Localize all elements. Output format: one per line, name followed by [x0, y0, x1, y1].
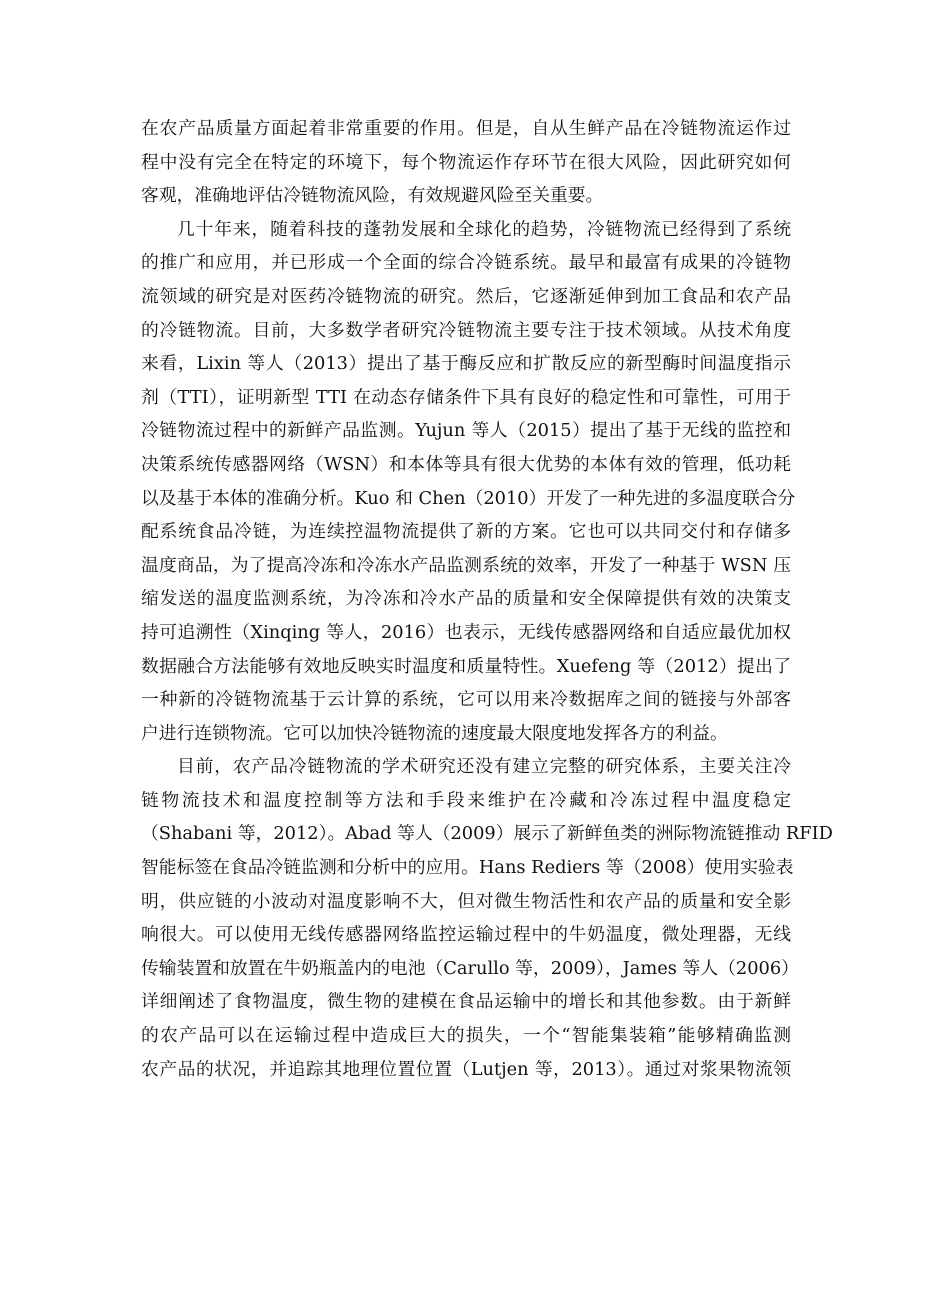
- text-line: 一种新的冷链物流基于云计算的系统，它可以用来冷数据库之间的链接与外部客: [141, 689, 791, 711]
- text-line: 的推广和应用，并已形成一个全面的综合冷链系统。最早和最富有成果的冷链物: [141, 252, 791, 274]
- text-line: 农产品的状况，并追踪其地理位置位置（Lutjen 等，2013）。通过对浆果物流领: [141, 1058, 791, 1080]
- text-line: 在农产品质量方面起着非常重要的作用。但是，自从生鲜产品在冷链物流运作过: [141, 118, 791, 139]
- document-body: [141, 112, 833, 1086]
- text-line: 冷链物流过程中的新鲜产品监测。Yujun 等人（2015）提出了基于无线的监控和: [141, 420, 791, 442]
- text-line: 链物流技术和温度控制等方法和手段来维护在冷藏和冷冻过程中温度稳定: [141, 789, 791, 811]
- text-line: 数据融合方法能够有效地反映实时温度和质量特性。Xuefeng 等（2012）提出了: [141, 655, 791, 677]
- text-line: 目前，农产品冷链物流的学术研究还没有建立完整的研究体系，主要关注冷: [177, 756, 791, 778]
- text-line: 持可追溯性（Xinqing 等人，2016）也表示，无线传感器网络和自适应最优加权: [141, 621, 791, 643]
- text-line: 的冷链物流。目前，大多数学者研究冷链物流主要专注于技术领域。从技术角度: [141, 319, 791, 341]
- text-line: 明，供应链的小波动对温度影响不大，但对微生物活性和农产品的质量和安全影: [141, 890, 791, 912]
- text-line: 响很大。可以使用无线传感器网络监控运输过程中的牛奶温度，微处理器，无线: [141, 924, 791, 946]
- text-line: 决策系统传感器网络（WSN）和本体等具有很大优势的本体有效的管理，低功耗: [141, 453, 791, 475]
- text-line: 智能标签在食品冷链监测和分析中的应用。Hans Rediers 等（2008）使用实验表: [141, 857, 794, 879]
- text-line: 详细阐述了食物温度，微生物的建模在食品运输中的增长和其他参数。由于新鲜: [141, 991, 791, 1013]
- text-line: 程中没有完全在特定的环境下，每个物流运作存环节在很大风险，因此研究如何: [141, 151, 791, 173]
- text-line: 剂（TTI），证明新型 TTI 在动态存储条件下具有良好的稳定性和可靠性，可用于: [141, 386, 791, 408]
- text-line: （Shabani 等，2012）。Abad 等人（2009）展示了新鲜鱼类的洲际物流链推动 RFID: [141, 823, 833, 845]
- text-line: 来看，Lixin 等人（2013）提出了基于酶反应和扩散反应的新型酶时间温度指示: [141, 353, 791, 375]
- text-line: 以及基于本体的准确分析。Kuo 和 Chen（2010）开发了一种先进的多温度联合分: [141, 487, 796, 509]
- text-line: 传输装置和放置在牛奶瓶盖内的电池（Carullo 等，2009），James 等人（2006）: [141, 957, 799, 979]
- text-line: 客观，准确地评估冷链物流风险，有效规避风险至关重要。: [141, 185, 604, 207]
- text-line: 缩发送的温度监测系统，为冷冻和冷水产品的质量和安全保障提供有效的决策支: [141, 588, 791, 610]
- text-line: 温度商品，为了提高冷冻和冷冻水产品监测系统的效率，开发了一种基于 WSN 压: [141, 554, 791, 576]
- text-line: 的农产品可以在运输过程中造成巨大的损失，一个“智能集装箱”能够精确监测: [141, 1025, 791, 1047]
- text-line: 户进行连锁物流。它可以加快冷链物流的速度最大限度地发挥各方的利益。: [141, 722, 728, 744]
- text-line: 配系统食品冷链，为连续控温物流提供了新的方案。它也可以共同交付和存储多: [141, 521, 791, 543]
- text-line: 流领域的研究是对医药冷链物流的研究。然后，它逐渐延伸到加工食品和农产品: [141, 285, 791, 307]
- text-line: 几十年来，随着科技的蓬勃发展和全球化的趋势，冷链物流已经得到了系统: [177, 218, 791, 240]
